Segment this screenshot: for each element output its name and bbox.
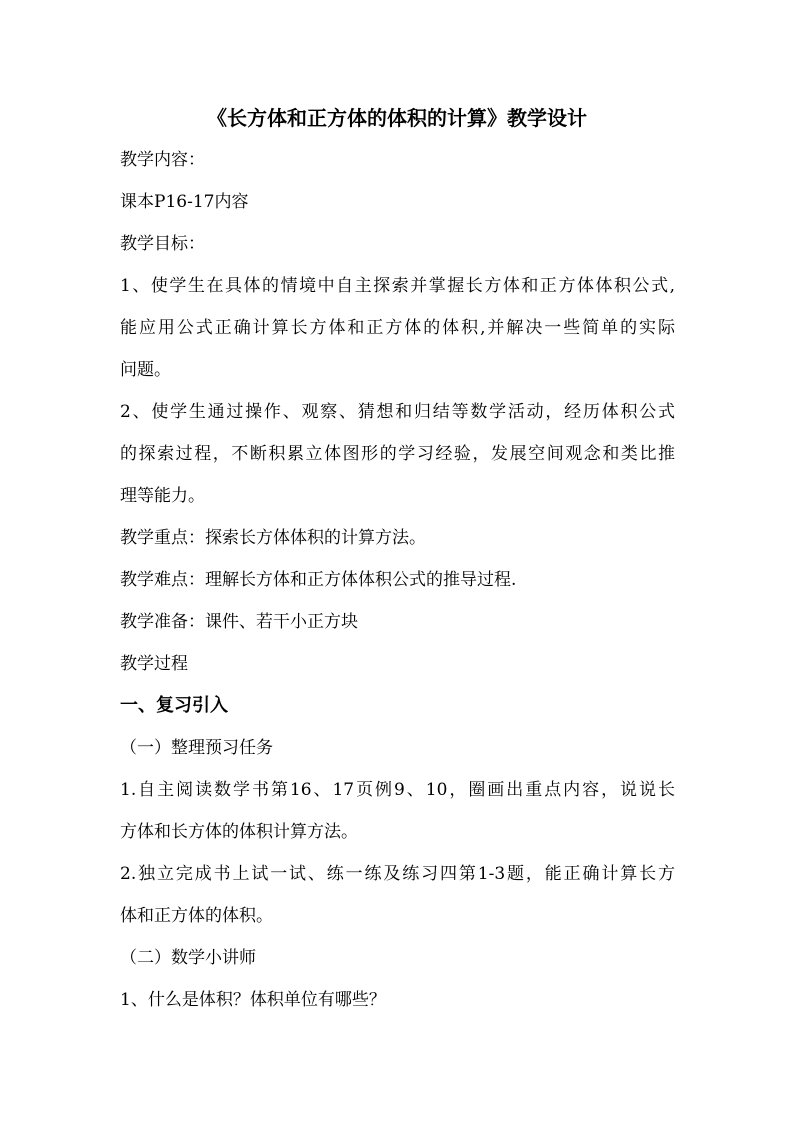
- subsection-math-lecturer: （二）数学小讲师: [120, 948, 256, 968]
- goal-1-line-1: 1、使学生在具体的情境中自主探索并掌握长方体和正方体体积公式,: [120, 276, 675, 296]
- goal-1-line-2: 能应用公式正确计算长方体和正方体的体积,并解决一些简单的实际: [120, 318, 675, 338]
- label-teaching-content: 教学内容：: [120, 150, 205, 170]
- question-1: 1、什么是体积？体积单位有哪些？: [120, 990, 386, 1010]
- label-teaching-process: 教学过程: [120, 654, 188, 674]
- section-heading-review: 一、复习引入: [120, 695, 228, 716]
- goal-2-line-2: 的探索过程，不断积累立体图形的学习经验，发展空间观念和类比推: [120, 444, 675, 464]
- task-2-line-1: 2.独立完成书上试一试、练一练及练习四第1-3题，能正确计算长方: [120, 864, 675, 884]
- teaching-key-point: 教学重点：探索长方体体积的计算方法。: [120, 528, 426, 548]
- label-teaching-goals: 教学目标：: [120, 234, 205, 254]
- goal-2-line-1: 2、使学生通过操作、观察、猜想和归结等数学活动，经历体积公式: [120, 402, 675, 422]
- goal-2-line-3: 理等能力。: [120, 486, 205, 506]
- textbook-pages: 课本P16-17内容: [120, 192, 249, 212]
- subsection-preview-tasks: （一）整理预习任务: [120, 738, 273, 758]
- task-2-line-2: 体和正方体的体积。: [120, 906, 273, 926]
- teaching-difficulty: 教学难点：理解长方体和正方体体积公式的推导过程.: [120, 570, 517, 590]
- teaching-preparation: 教学准备：课件、若干小正方块: [120, 612, 358, 632]
- document-title: 《长方体和正方体的体积的计算》教学设计: [207, 106, 587, 130]
- task-1-line-1: 1.自主阅读数学书第16、17页例9、10，圈画出重点内容，说说长: [120, 780, 675, 800]
- task-1-line-2: 方体和长方体的体积计算方法。: [120, 822, 358, 842]
- goal-1-line-3: 问题。: [120, 360, 171, 380]
